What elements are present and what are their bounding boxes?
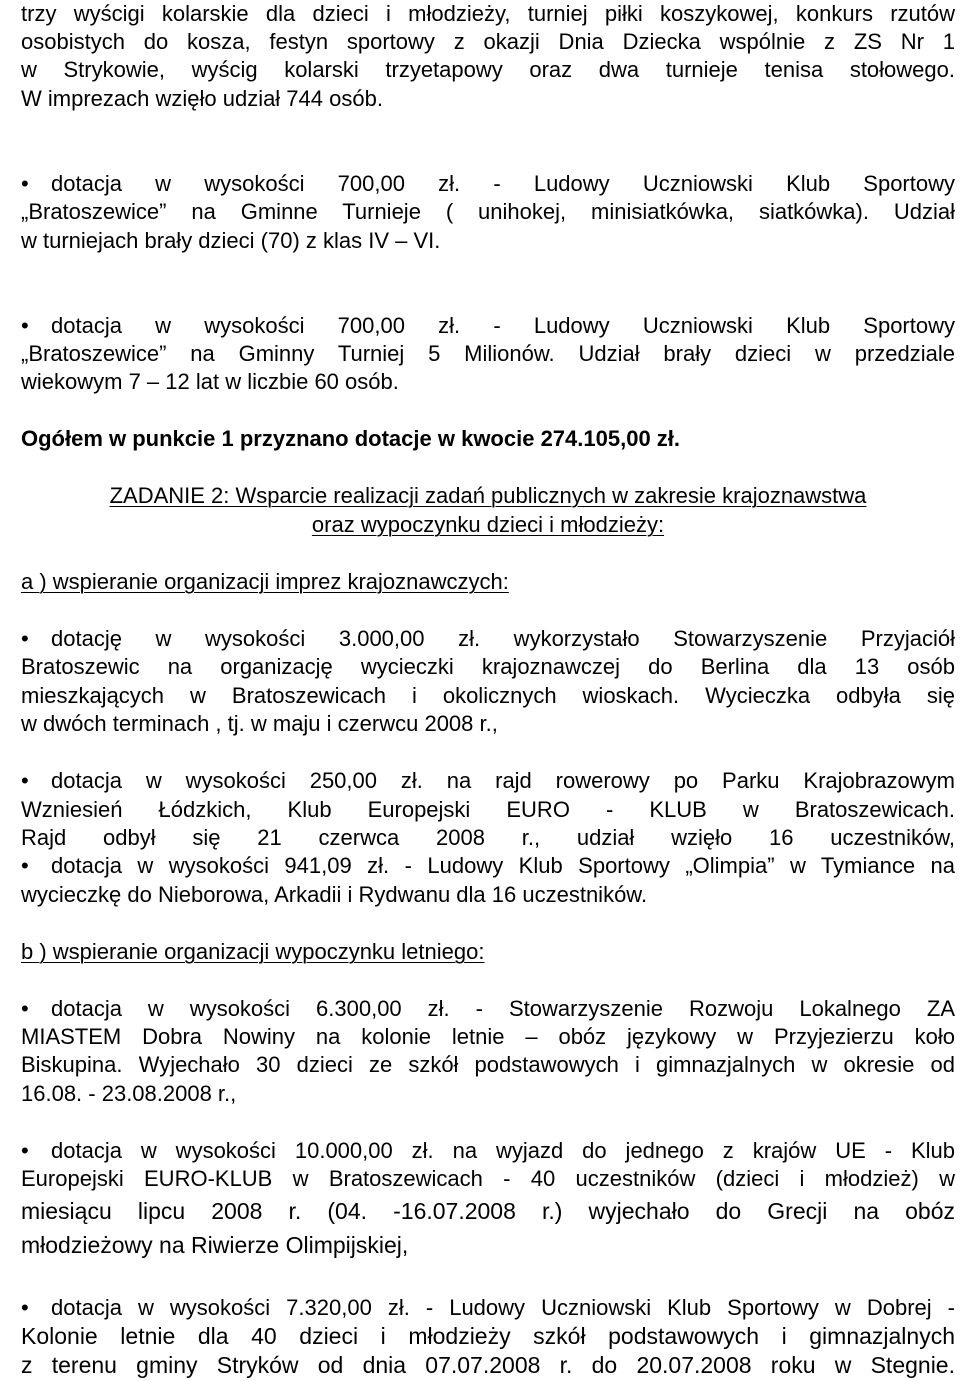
list-item: • dotacja w wysokości 700,00 zł. - Ludowy Uczniowski Klub Sportowy (21, 170, 955, 198)
summary-total: Ogółem w punkcie 1 przyznano dotacje w kwocie 274.105,00 zł. (21, 426, 681, 451)
text-line: wiekowym 7 – 12 lat w liczbie 60 osób. (21, 369, 399, 394)
text-line: młodzieżowy na Riwierze Olimpijskiej, (21, 1232, 409, 1258)
list-item: • dotacja w wysokości 700,00 zł. - Ludowy Uczniowski Klub Sportowy (21, 312, 955, 340)
text-line: osobistych do kosza, festyn sportowy z okazji Dnia Dziecka wspólnie z ZS Nr 1 (21, 29, 955, 54)
text-line: „Bratoszewice” na Gminne Turnieje ( unihokej, minisiatkówka, siatkówka). Udział (21, 199, 955, 224)
text-line: miesiącu lipcu 2008 r. (04. -16.07.2008 r.) wyjechało do Grecji na obóz (21, 1198, 955, 1224)
task-heading: ZADANIE 2: Wsparcie realizacji zadań publicznych w zakresie krajoznawstwa (109, 483, 867, 508)
list-item: • dotacja w wysokości 941,09 zł. - Ludowy Klub Sportowy „Olimpia” w Tymiance na (21, 852, 955, 880)
text-line: Biskupina. Wyjechało 30 dzieci ze szkół podstawowych i gimnazjalnych w okresie od (21, 1052, 955, 1077)
text-line: w dwóch terminach , tj. w maju i czerwcu 2008 r., (21, 711, 498, 736)
task-heading-cont: oraz wypoczynku dzieci i młodzieży: (311, 512, 665, 537)
text-line: MIASTEM Dobra Nowiny na kolonie letnie – obóz językowy w Przyjezierzu koło (21, 1024, 955, 1049)
section-heading-a: a ) wspieranie organizacji imprez krajoznawczych: (21, 569, 509, 594)
text-line: trzy wyścigi kolarskie dla dzieci i młodzieży, turniej piłki koszykowej, konkurs rzutów (21, 1, 955, 26)
text-line: Bratoszewic na organizację wycieczki krajoznawczej do Berlina dla 13 osób (21, 654, 955, 679)
list-item: • dotacja w wysokości 250,00 zł. na rajd rowerowy po Parku Krajobrazowym (21, 767, 955, 795)
text-line: Kolonie letnie dla 40 dzieci i młodzieży szkół podstawowych i gimnazjalnych (21, 1323, 955, 1349)
text-line: „Bratoszewice” na Gminny Turniej 5 Milionów. Udział brały dzieci w przedziale (21, 341, 955, 366)
section-heading-b: b ) wspieranie organizacji wypoczynku letniego: (21, 939, 485, 964)
list-item: • dotacja w wysokości 10.000,00 zł. na wyjazd do jednego z krajów UE - Klub (21, 1137, 955, 1165)
list-item: • dotację w wysokości 3.000,00 zł. wykorzystało Stowarzyszenie Przyjaciół (21, 625, 955, 653)
list-item: • dotacja w wysokości 6.300,00 zł. - Stowarzyszenie Rozwoju Lokalnego ZA (21, 995, 955, 1023)
text-line: wycieczkę do Nieborowa, Arkadii i Rydwanu dla 16 uczestników. (21, 882, 648, 907)
list-item: • dotacja w wysokości 7.320,00 zł. - Ludowy Uczniowski Klub Sportowy w Dobrej - (21, 1294, 955, 1322)
text-line: 16.08. - 23.08.2008 r., (21, 1081, 237, 1106)
text-line: z terenu gminy Stryków od dnia 07.07.2008 r. do 20.07.2008 roku w Stegnie. (21, 1352, 955, 1378)
text-line: Europejski EURO-KLUB w Bratoszewicach - 40 uczestników (dzieci i młodzież) w (21, 1166, 955, 1191)
text-line: W imprezach wzięło udział 744 osób. (21, 86, 383, 111)
text-line: mieszkających w Bratoszewicach i okolicznych wioskach. Wycieczka odbyła się (21, 683, 955, 708)
text-line: Wzniesień Łódzkich, Klub Europejski EURO - KLUB w Bratoszewicach. (21, 797, 955, 822)
text-line: Rajd odbył się 21 czerwca 2008 r., udział wzięło 16 uczestników, (21, 825, 955, 850)
text-line: w Strykowie, wyścig kolarski trzyetapowy oraz dwa turnieje tenisa stołowego. (21, 57, 955, 82)
text-line: w turniejach brały dzieci (70) z klas IV – VI. (21, 228, 441, 253)
